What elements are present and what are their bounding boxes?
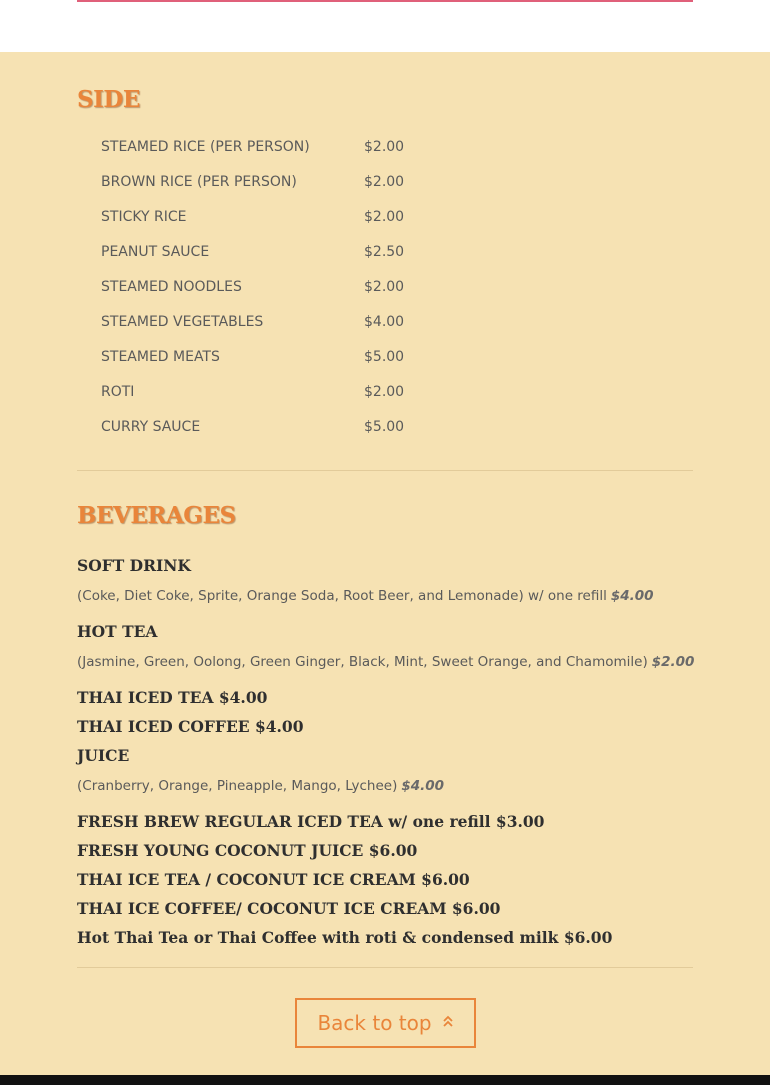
back-to-top-label: Back to top	[317, 1011, 432, 1035]
side-item-price: $2.00	[364, 139, 405, 155]
side-item-row	[101, 349, 421, 369]
side-item-row	[101, 174, 421, 194]
juice-description	[77, 778, 444, 794]
side-item-name: ROTI	[101, 384, 135, 400]
juice-title: JUICE	[77, 746, 130, 765]
beverages-section-title: BEVERAGES	[77, 502, 236, 529]
section-divider	[77, 470, 693, 471]
side-item-price: $5.00	[364, 349, 405, 365]
top-strip	[0, 0, 770, 52]
side-section-title: SIDE	[77, 86, 140, 113]
footer-bar	[0, 1075, 770, 1085]
side-item-name: STEAMED NOODLES	[101, 279, 242, 295]
thai-iced-tea-item: THAI ICED TEA $4.00	[77, 688, 268, 707]
soft-drink-price: $4.00	[610, 588, 654, 604]
back-to-top-button[interactable]	[295, 998, 476, 1048]
side-item-name: STEAMED MEATS	[101, 349, 220, 365]
soft-drink-desc-text: (Coke, Diet Coke, Sprite, Orange Soda, Root Beer, and Lemonade) w/ one refill	[77, 588, 607, 604]
double-chevron-up-icon	[442, 1014, 454, 1032]
juice-desc-text: (Cranberry, Orange, Pineapple, Mango, Lychee)	[77, 778, 398, 794]
beverage-item: THAI ICE TEA / COCONUT ICE CREAM $6.00	[77, 870, 470, 889]
side-item-row	[101, 209, 421, 229]
side-item-row	[101, 419, 421, 439]
hot-tea-desc-text: (Jasmine, Green, Oolong, Green Ginger, Black, Mint, Sweet Orange, and Chamomile)	[77, 654, 648, 670]
side-item-row	[101, 244, 421, 264]
beverage-item: FRESH BREW REGULAR ICED TEA w/ one refill $3.00	[77, 812, 545, 831]
beverage-item: FRESH YOUNG COCONUT JUICE $6.00	[77, 841, 418, 860]
side-item-name: BROWN RICE (PER PERSON)	[101, 174, 297, 190]
side-item-price: $2.00	[364, 174, 405, 190]
side-item-row	[101, 139, 421, 159]
side-item-price: $4.00	[364, 314, 405, 330]
soft-drink-title: SOFT DRINK	[77, 556, 191, 575]
side-item-price: $2.50	[364, 244, 405, 260]
top-divider-line	[77, 0, 693, 2]
side-item-row	[101, 384, 421, 404]
side-item-name: STICKY RICE	[101, 209, 187, 225]
hot-tea-price: $2.00	[651, 654, 695, 670]
thai-iced-coffee-item: THAI ICED COFFEE $4.00	[77, 717, 304, 736]
hot-tea-description	[77, 654, 694, 670]
side-item-price: $2.00	[364, 384, 405, 400]
beverage-item: THAI ICE COFFEE/ COCONUT ICE CREAM $6.00	[77, 899, 501, 918]
section-divider	[77, 967, 693, 968]
side-item-name: PEANUT SAUCE	[101, 244, 210, 260]
juice-price: $4.00	[401, 778, 445, 794]
side-item-price: $2.00	[364, 279, 405, 295]
side-item-row	[101, 279, 421, 299]
side-item-name: STEAMED RICE (PER PERSON)	[101, 139, 310, 155]
beverage-item: Hot Thai Tea or Thai Coffee with roti & condensed milk $6.00	[77, 928, 613, 947]
side-item-price: $2.00	[364, 209, 405, 225]
side-item-price: $5.00	[364, 419, 405, 435]
hot-tea-title: HOT TEA	[77, 622, 158, 641]
side-item-row	[101, 314, 421, 334]
side-item-name: STEAMED VEGETABLES	[101, 314, 264, 330]
soft-drink-description	[77, 588, 654, 604]
side-item-name: CURRY SAUCE	[101, 419, 201, 435]
